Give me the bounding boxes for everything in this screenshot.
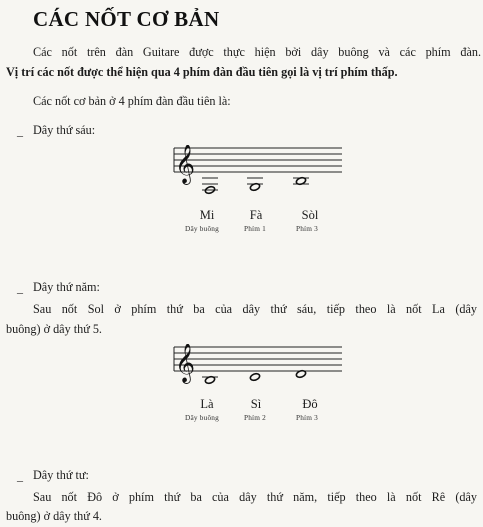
- section-dash: _: [17, 469, 23, 483]
- note-position: Dây buông: [184, 413, 220, 422]
- page-title: CÁC NỐT CƠ BẢN: [33, 7, 220, 31]
- note-position: Dây buông: [184, 224, 220, 233]
- intro-line-2: Vị trí các nốt được thể hiện qua 4 phím đàn đầu tiên gọi là vị trí phím thấp.: [6, 65, 398, 79]
- intro-line-1: Các nốt trên đàn Guitare được thực hiện bởi dây buông và các phím đàn.: [33, 45, 481, 59]
- section-label-string-6: Dây thứ sáu:: [33, 123, 96, 137]
- staff-string-6: [172, 145, 344, 195]
- basic-notes-heading: Các nốt cơ bản ở 4 phím đàn đầu tiên là:: [33, 94, 231, 108]
- note-name: Mi: [199, 208, 215, 222]
- note-name: Là: [200, 397, 214, 411]
- section-text-line-2: buông) ở dây thứ 5.: [6, 322, 102, 336]
- treble-clef-icon: 𝄞: [175, 145, 196, 184]
- note-position: Phím 3: [295, 224, 319, 233]
- staff-string-5: [172, 344, 344, 386]
- note-name: Fà: [249, 208, 263, 222]
- note-name: Đô: [302, 397, 318, 411]
- note-position: Phím 2: [243, 413, 267, 422]
- section-text-line-1: Sau nốt Sol ở phím thứ ba của dây thứ sáu, tiếp theo là nốt La (dây: [33, 302, 477, 316]
- section-label-string-5: Dây thứ năm:: [33, 280, 100, 294]
- note-name: Sì: [250, 397, 262, 411]
- treble-clef-icon: 𝄞: [175, 344, 196, 383]
- note-name: Sòl: [301, 208, 319, 222]
- note-position: Phím 3: [295, 413, 319, 422]
- note-position: Phím 1: [243, 224, 267, 233]
- note-head-si: [249, 373, 260, 382]
- section-text-line-1: Sau nốt Đô ở phím thứ ba của dây thứ năm, tiếp theo là nốt Rê (dây: [33, 490, 477, 504]
- section-text-line-2: buông) ở dây thứ 4.: [6, 509, 102, 523]
- section-dash: _: [17, 124, 23, 138]
- section-dash: _: [17, 281, 23, 295]
- section-label-string-4: Dây thứ tư:: [33, 468, 89, 482]
